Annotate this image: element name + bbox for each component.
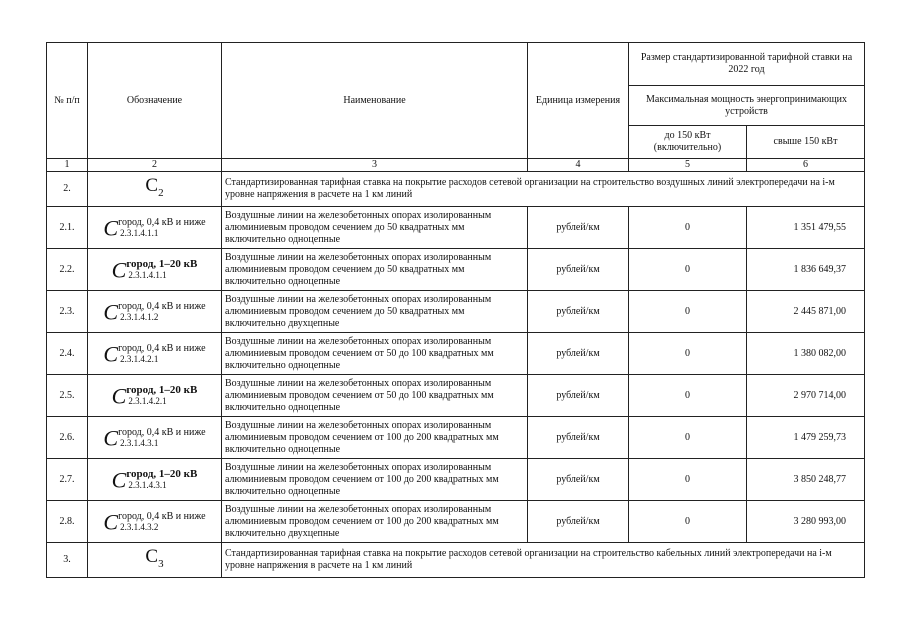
row-unit: рублей/км [528, 249, 629, 291]
row-num: 2.2. [47, 249, 88, 291]
row-name: Воздушные линии на железобетонных опорах изолированным алюминиевым проводом сечением от 100 до 200 квадратных мм включительно одноцепные [222, 459, 528, 501]
row-over-150: 1 351 479,55 [747, 207, 865, 249]
row-up-to-150: 0 [629, 207, 747, 249]
row-name: Воздушные линии на железобетонных опорах изолированным алюминиевым проводом сечением от 50 до 100 квадратных мм включительно одноцепные [222, 375, 528, 417]
header-up-to-150: до 150 кВт (включительно) [629, 126, 747, 159]
designation-top: город, 0,4 кВ и ниже [118, 216, 206, 228]
designation-top: город, 0,4 кВ и ниже [118, 426, 206, 438]
row-name: Воздушные линии на железобетонных опорах изолированным алюминиевым проводом сечением до 50 квадратных мм включительно одноцепные [222, 207, 528, 249]
row-up-to-150: 0 [629, 249, 747, 291]
section-code-letter: C [145, 545, 159, 567]
designation-code: 2.3.1.4.3.1 [120, 437, 159, 448]
designation-code: 2.3.1.4.3.2 [120, 521, 159, 532]
designation-code: 2.3.1.4.2.1 [120, 353, 159, 364]
table-row [47, 501, 865, 543]
row-num: 2.4. [47, 333, 88, 375]
row-unit: рублей/км [528, 291, 629, 333]
designation-code: 2.3.1.4.3.1 [128, 479, 167, 490]
row-over-150: 2 970 714,00 [747, 375, 865, 417]
row-unit: рублей/км [528, 207, 629, 249]
section-num: 2. [47, 172, 88, 207]
designation-top: город, 1–20 кВ [126, 383, 198, 396]
designation-letter: C [111, 257, 127, 282]
designation-top: город, 1–20 кВ [126, 257, 198, 270]
row-name: Воздушные линии на железобетонных опорах изолированным алюминиевым проводом сечением от 100 до 200 квадратных мм включительно двухцепные [222, 501, 528, 543]
row-num: 2.8. [47, 501, 88, 543]
row-designation [88, 501, 222, 543]
row-designation [88, 375, 222, 417]
column-index-row [47, 159, 865, 172]
row-unit: рублей/км [528, 501, 629, 543]
row-designation [88, 291, 222, 333]
tariff-table [46, 42, 865, 578]
row-over-150: 3 850 248,77 [747, 459, 865, 501]
section-row-2 [47, 172, 865, 207]
index-cell: 6 [747, 159, 865, 172]
section-code-sub: 2 [158, 186, 164, 199]
row-up-to-150: 0 [629, 501, 747, 543]
row-num: 2.3. [47, 291, 88, 333]
designation-code: 2.3.1.4.1.1 [128, 269, 167, 280]
row-unit: рублей/км [528, 417, 629, 459]
row-unit: рублей/км [528, 459, 629, 501]
row-over-150: 1 836 649,37 [747, 249, 865, 291]
index-cell: 5 [629, 159, 747, 172]
row-unit: рублей/км [528, 333, 629, 375]
table-row [47, 333, 865, 375]
table-row [47, 375, 865, 417]
row-designation [88, 417, 222, 459]
table-row [47, 417, 865, 459]
row-up-to-150: 0 [629, 291, 747, 333]
section-code-sub: 3 [158, 557, 164, 570]
table-row [47, 291, 865, 333]
table-row [47, 207, 865, 249]
header-unit: Единица измерения [528, 43, 629, 159]
header-rate-group: Размер стандартизированной тарифной ставки на 2022 год [629, 43, 865, 86]
section-code [88, 172, 222, 207]
table-row [47, 249, 865, 291]
row-designation [88, 207, 222, 249]
index-cell: 2 [88, 159, 222, 172]
designation-letter: C [103, 215, 119, 240]
row-unit: рублей/км [528, 375, 629, 417]
row-over-150: 2 445 871,00 [747, 291, 865, 333]
designation-letter: C [103, 509, 119, 534]
designation-code: 2.3.1.4.1.2 [120, 311, 159, 322]
row-designation [88, 333, 222, 375]
row-over-150: 1 479 259,73 [747, 417, 865, 459]
section-code-letter: C [145, 174, 159, 196]
designation-top: город, 1–20 кВ [126, 467, 198, 480]
header-name: Наименование [222, 43, 528, 159]
row-over-150: 3 280 993,00 [747, 501, 865, 543]
index-cell: 1 [47, 159, 88, 172]
header-over-150: свыше 150 кВт [747, 126, 865, 159]
designation-code: 2.3.1.4.2.1 [128, 395, 167, 406]
row-num: 2.7. [47, 459, 88, 501]
row-name: Воздушные линии на железобетонных опорах изолированным алюминиевым проводом сечением от 100 до 200 квадратных мм включительно одноцепные [222, 417, 528, 459]
section-text: Стандартизированная тарифная ставка на покрытие расходов сетевой организации на строительство кабельных линий электропередачи на i-м уровне напряжения в расчете на 1 км линий [222, 543, 865, 578]
row-up-to-150: 0 [629, 333, 747, 375]
designation-letter: C [103, 341, 119, 366]
index-cell: 4 [528, 159, 629, 172]
designation-top: город, 0,4 кВ и ниже [118, 300, 206, 312]
row-name: Воздушные линии на железобетонных опорах изолированным алюминиевым проводом сечением до 50 квадратных мм включительно одноцепные [222, 249, 528, 291]
row-up-to-150: 0 [629, 459, 747, 501]
row-num: 2.6. [47, 417, 88, 459]
row-designation [88, 249, 222, 291]
row-name: Воздушные линии на железобетонных опорах изолированным алюминиевым проводом сечением до 50 квадратных мм включительно двухцепные [222, 291, 528, 333]
designation-letter: C [103, 299, 119, 324]
designation-top: город, 0,4 кВ и ниже [118, 510, 206, 522]
designation-letter: C [111, 467, 127, 492]
section-code [88, 543, 222, 578]
row-up-to-150: 0 [629, 417, 747, 459]
section-row-3 [47, 543, 865, 578]
designation-top: город, 0,4 кВ и ниже [118, 342, 206, 354]
section-num: 3. [47, 543, 88, 578]
row-up-to-150: 0 [629, 375, 747, 417]
table-row [47, 459, 865, 501]
section-text: Стандартизированная тарифная ставка на покрытие расходов сетевой организации на строительство воздушных линий электропередачи на i-м уровне напряжения в расчете на 1 км линий [222, 172, 865, 207]
designation-code: 2.3.1.4.1.1 [120, 227, 159, 238]
row-num: 2.5. [47, 375, 88, 417]
row-num: 2.1. [47, 207, 88, 249]
row-name: Воздушные линии на железобетонных опорах изолированным алюминиевым проводом сечением от 50 до 100 квадратных мм включительно одноцепные [222, 333, 528, 375]
designation-letter: C [103, 425, 119, 450]
row-designation [88, 459, 222, 501]
header-num: № п/п [47, 43, 88, 159]
row-over-150: 1 380 082,00 [747, 333, 865, 375]
header-designation: Обозначение [88, 43, 222, 159]
header-power-group: Максимальная мощность энергопринимающих устройств [629, 86, 865, 126]
index-cell: 3 [222, 159, 528, 172]
designation-letter: C [111, 383, 127, 408]
